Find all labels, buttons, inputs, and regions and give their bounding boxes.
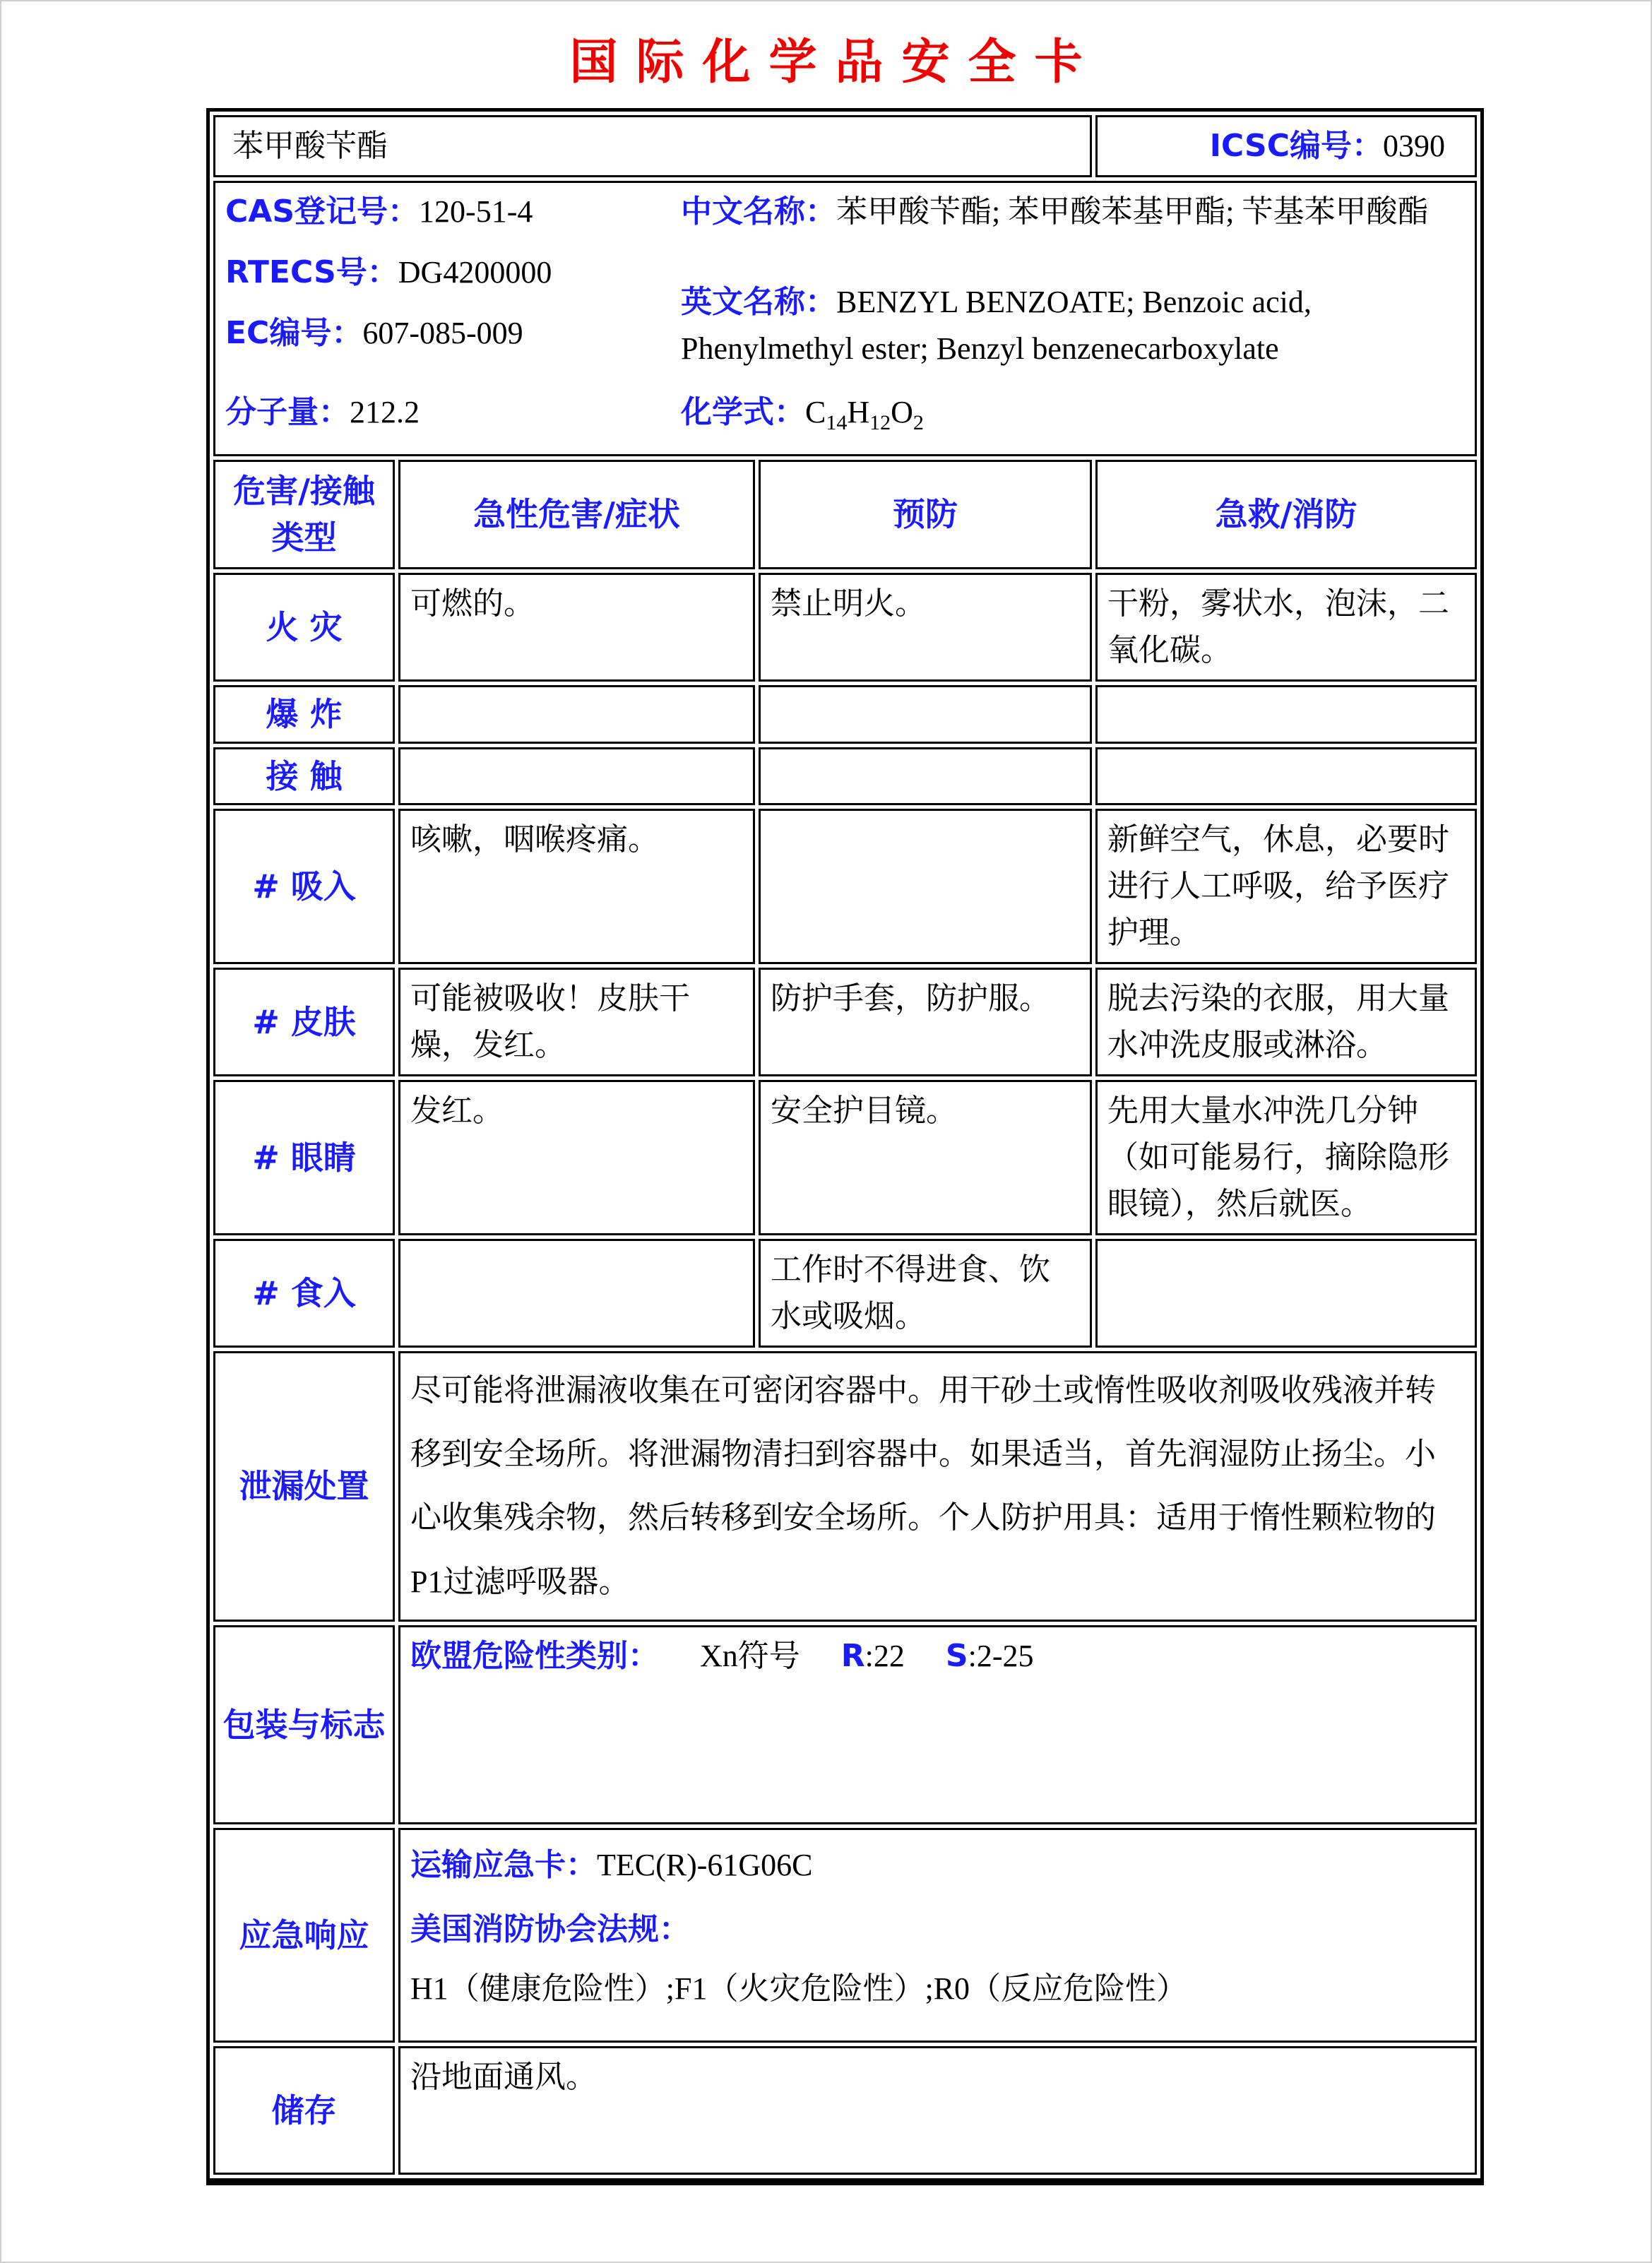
spill-text: 尽可能将泄漏液收集在可密闭容器中。用干砂土或惰性吸收剂吸收残液并转移到安全场所。将泄漏物清扫到容器中。如果适当，首先润湿防止扬尘。小心收集残余物，然后转移到安全场所。个人防护用具：适用于惰性颗粒物的P1过滤呼吸器。 bbox=[398, 1351, 1477, 1622]
ec-label: EC编号： bbox=[225, 314, 363, 351]
chinese-name-value: 苯甲酸苄酯; 苯甲酸苯基甲酯; 苄基苯甲酸酯 bbox=[836, 194, 1429, 229]
row-label-eyes: # 眼睛 bbox=[213, 1080, 395, 1235]
r-phrase-value: :22 bbox=[864, 1638, 905, 1673]
section-label-emergency: 应急响应 bbox=[213, 1828, 395, 2043]
section-label-storage: 储存 bbox=[213, 2046, 395, 2175]
explosion-symptom bbox=[398, 685, 755, 743]
section-row-packaging bbox=[213, 1625, 1477, 1824]
row-label-ingestion: # 食入 bbox=[213, 1239, 395, 1348]
identity-row bbox=[213, 181, 1477, 456]
contact-aid bbox=[1095, 747, 1477, 805]
nfpa-value: H1（健康危险性）;F1（火灾危险性）;R0（反应危险性） bbox=[410, 1971, 1188, 2006]
icsc-number-label: ICSC编号： bbox=[1209, 127, 1384, 164]
skin-aid: 脱去污染的衣服，用大量水冲洗皮服或淋浴。 bbox=[1095, 968, 1477, 1076]
icsc-number-value: 0390 bbox=[1383, 128, 1446, 163]
s-phrase-value: :2-25 bbox=[968, 1638, 1034, 1673]
section-row-spill bbox=[213, 1351, 1477, 1622]
english-name-label: 英文名称： bbox=[681, 283, 836, 320]
col-header-hazard-type: 危害/接触类型 bbox=[213, 460, 395, 569]
transport-card-value: TEC(R)-61G06C bbox=[597, 1847, 813, 1882]
rtecs-line bbox=[225, 249, 681, 296]
hazard-row-fire bbox=[213, 573, 1477, 682]
hazard-row-ingestion bbox=[213, 1239, 1477, 1348]
icsc-number-cell bbox=[1095, 115, 1477, 177]
row-label-fire: 火 灾 bbox=[213, 573, 395, 682]
eyes-prevention: 安全护目镜。 bbox=[759, 1080, 1092, 1235]
fire-prevention: 禁止明火。 bbox=[759, 573, 1092, 682]
chemical-names bbox=[681, 189, 1465, 389]
english-name-line bbox=[681, 279, 1432, 372]
rtecs-value: DG4200000 bbox=[398, 254, 552, 290]
r-phrase-label: R bbox=[840, 1637, 865, 1674]
eu-hazard-class-value: Xn符号 bbox=[700, 1638, 800, 1673]
ingestion-symptom bbox=[398, 1239, 755, 1348]
hazard-row-inhalation bbox=[213, 809, 1477, 964]
chemical-formula-label: 化学式： bbox=[681, 393, 805, 430]
identity-layout bbox=[225, 189, 1465, 437]
ec-line bbox=[225, 310, 681, 357]
skin-symptom: 可能被吸收！皮肤干燥，发红。 bbox=[398, 968, 755, 1076]
hazard-row-explosion bbox=[213, 685, 1477, 743]
page-title: 国际化学品安全卡 bbox=[569, 35, 1101, 90]
cas-line bbox=[225, 189, 681, 235]
explosion-prevention bbox=[759, 685, 1092, 743]
formula-element-3: O bbox=[891, 394, 913, 429]
cas-label: CAS登记号： bbox=[225, 193, 420, 230]
cas-value: 120-51-4 bbox=[419, 194, 533, 229]
eu-hazard-class-label: 欧盟危险性类别： bbox=[410, 1637, 659, 1674]
explosion-aid bbox=[1095, 685, 1477, 743]
molecular-weight-value: 212.2 bbox=[350, 394, 420, 429]
hazard-row-eyes bbox=[213, 1080, 1477, 1235]
packaging-text bbox=[398, 1625, 1477, 1824]
ingestion-aid bbox=[1095, 1239, 1477, 1348]
icsc-card-table bbox=[206, 108, 1484, 2185]
section-row-emergency bbox=[213, 1828, 1477, 2043]
hazard-row-skin bbox=[213, 968, 1477, 1076]
formula-element-1: C bbox=[805, 394, 826, 429]
nfpa-line bbox=[410, 1900, 1465, 2018]
formula-sub-2: 12 bbox=[869, 410, 891, 434]
row-label-explosion: 爆 炸 bbox=[213, 685, 395, 743]
molecular-weight-line bbox=[225, 389, 681, 437]
emergency-text bbox=[398, 1828, 1477, 2043]
molecular-weight-label: 分子量： bbox=[225, 393, 350, 430]
section-label-packaging: 包装与标志 bbox=[213, 1625, 395, 1824]
row-label-contact: 接 触 bbox=[213, 747, 395, 805]
fire-symptom: 可燃的。 bbox=[398, 573, 755, 682]
eyes-symptom: 发红。 bbox=[398, 1080, 755, 1235]
transport-card-label: 运输应急卡： bbox=[410, 1846, 597, 1883]
inhalation-aid: 新鲜空气，休息，必要时进行人工呼吸，给予医疗护理。 bbox=[1095, 809, 1477, 964]
eyes-aid: 先用大量水冲洗几分钟（如可能易行，摘除隐形眼镜），然后就医。 bbox=[1095, 1080, 1477, 1235]
col-header-prevention: 预防 bbox=[759, 460, 1092, 569]
chinese-name-label: 中文名称： bbox=[681, 193, 836, 230]
row-label-inhalation: # 吸入 bbox=[213, 809, 395, 964]
formula-element-2: H bbox=[847, 394, 870, 429]
ingestion-prevention: 工作时不得进食、饮水或吸烟。 bbox=[759, 1239, 1092, 1348]
section-label-spill: 泄漏处置 bbox=[213, 1351, 395, 1622]
section-row-storage bbox=[213, 2046, 1477, 2175]
formula-sub-3: 2 bbox=[913, 410, 924, 434]
fire-aid: 干粉，雾状水，泡沫，二氧化碳。 bbox=[1095, 573, 1477, 682]
storage-text: 沿地面通风。 bbox=[398, 2046, 1477, 2175]
formula-sub-1: 14 bbox=[826, 410, 848, 434]
transport-card-line bbox=[410, 1836, 1465, 1895]
hazard-row-contact bbox=[213, 747, 1477, 805]
registry-ids bbox=[225, 189, 681, 389]
chemical-formula-line bbox=[681, 389, 1465, 437]
nfpa-label: 美国消防协会法规： bbox=[410, 1911, 690, 1948]
inhalation-prevention bbox=[759, 809, 1092, 964]
contact-symptom bbox=[398, 747, 755, 805]
chinese-name-line bbox=[681, 189, 1432, 235]
rtecs-label: RTECS号： bbox=[225, 254, 398, 290]
chemical-name: 苯甲酸苄酯 bbox=[213, 115, 1092, 177]
hazard-header-row bbox=[213, 460, 1477, 569]
ec-value: 607-085-009 bbox=[362, 315, 523, 350]
skin-prevention: 防护手套，防护服。 bbox=[759, 968, 1092, 1076]
english-name-value: BENZYL BENZOATE; Benzoic acid, Phenylmethyl ester; Benzyl benzenecarboxylate bbox=[681, 284, 1312, 366]
col-header-symptoms: 急性危害/症状 bbox=[398, 460, 755, 569]
inhalation-symptom: 咳嗽，咽喉疼痛。 bbox=[398, 809, 755, 964]
card-header-row bbox=[213, 115, 1477, 177]
s-phrase-label: S bbox=[945, 1637, 968, 1674]
col-header-first-aid: 急救/消防 bbox=[1095, 460, 1477, 569]
identity-cell bbox=[213, 181, 1477, 456]
contact-prevention bbox=[759, 747, 1092, 805]
row-label-skin: # 皮肤 bbox=[213, 968, 395, 1076]
